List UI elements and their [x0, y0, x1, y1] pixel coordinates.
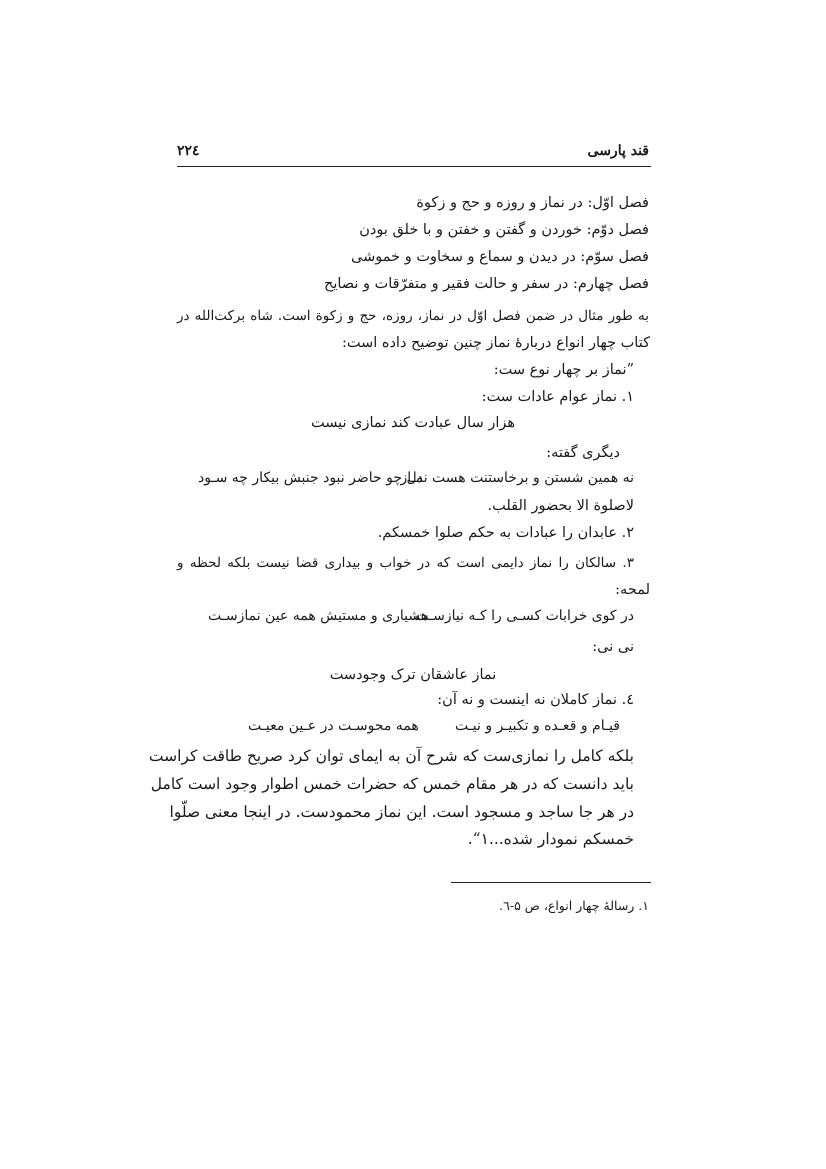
verse-hemistich-left: دل چو حاضر نبود جنبش بیکار چه سـود	[198, 470, 423, 486]
paragraph-line: خمسکم نمودار شده...۱“.	[467, 830, 634, 848]
verse-hemistich-right: در کوی خرابات کسـی را کـه نیازسـت	[415, 608, 634, 624]
chapter-line-4: فصل چهارم: در سفر و حالت فقیر و متفرّقات و نصایح	[323, 276, 649, 292]
chapter-line-3: فصل سوّم: در دیدن و سماع و سخاوت و خموشی	[351, 249, 649, 265]
paragraph-line: دیگری گفته:	[546, 445, 620, 461]
paragraph-line: نی نی:	[592, 639, 634, 655]
paragraph-line: به طور مثال در ضمن فصل اوّل در نماز، روزه، حج و زکوة است. شاه برکت‌الله در	[177, 308, 649, 324]
paragraph-line: باید دانست که در هر مقام خمس که حضرات خمس اطوار وجود است کامل	[150, 775, 634, 793]
page-number: ۲۲٤	[177, 143, 200, 159]
verse-line: هزار سال عبادت کند نمازی نیست	[310, 415, 516, 431]
list-item-4: ٤. نماز کاملان نه اینست و نه آن:	[437, 692, 634, 708]
paragraph-line: لمحه:	[615, 582, 650, 598]
running-header-title: قند پارسی	[587, 143, 649, 159]
verse-hemistich-right: قیـام و قعـده و تکبیـر و نیـت	[454, 718, 620, 734]
list-item-2: ۲. عابدان را عبادات به حکم صلوا خمسکم.	[377, 525, 634, 541]
verse-hemistich-left: همه محوسـت در عـین معیـت	[248, 718, 419, 734]
list-item-3: ۳. سالکان را نماز دایمی است که در خواب و بیداری قضا نیست بلکه لحظه و	[177, 555, 634, 571]
verse-hemistich-left: هشیاری و مستیش همه عین نمازسـت	[208, 608, 429, 624]
paragraph-line: لاصلوة الا بحضور القلب.	[487, 498, 634, 514]
chapter-line-1: فصل اوّل: در نماز و روزه و حج و زکوة	[416, 195, 649, 211]
footnote: ۱. رسالهٔ چهار انواع، ص ۵-٦.	[499, 898, 649, 913]
quote-intro: ”نماز بر چهار نوع ست:	[493, 362, 634, 378]
paragraph-line: بلکه کامل را نمازی‌ست که شرح آن به ایمای توان کرد صریح طاقت کراست	[148, 747, 634, 765]
verse-hemistich-right: نه همین شستن و برخاستنت هست نمـاز	[400, 470, 634, 486]
header-rule	[177, 166, 651, 167]
paragraph-line: در هر جا ساجد و مسجود است. این نماز محمودست. در اینجا معنی صلّوا	[169, 803, 634, 821]
chapter-line-2: فصل دوّم: خوردن و گفتن و خفتن و با خلق بودن	[359, 222, 649, 238]
list-item-1: ۱. نماز عوام عادات ست:	[481, 389, 634, 405]
verse-line: نماز عاشقان ترک وجودست	[329, 667, 497, 683]
footnote-rule	[451, 882, 651, 883]
paragraph-line: کتاب چهار انواع دربارهٔ نماز چنین توضیح داده است:	[341, 335, 650, 351]
